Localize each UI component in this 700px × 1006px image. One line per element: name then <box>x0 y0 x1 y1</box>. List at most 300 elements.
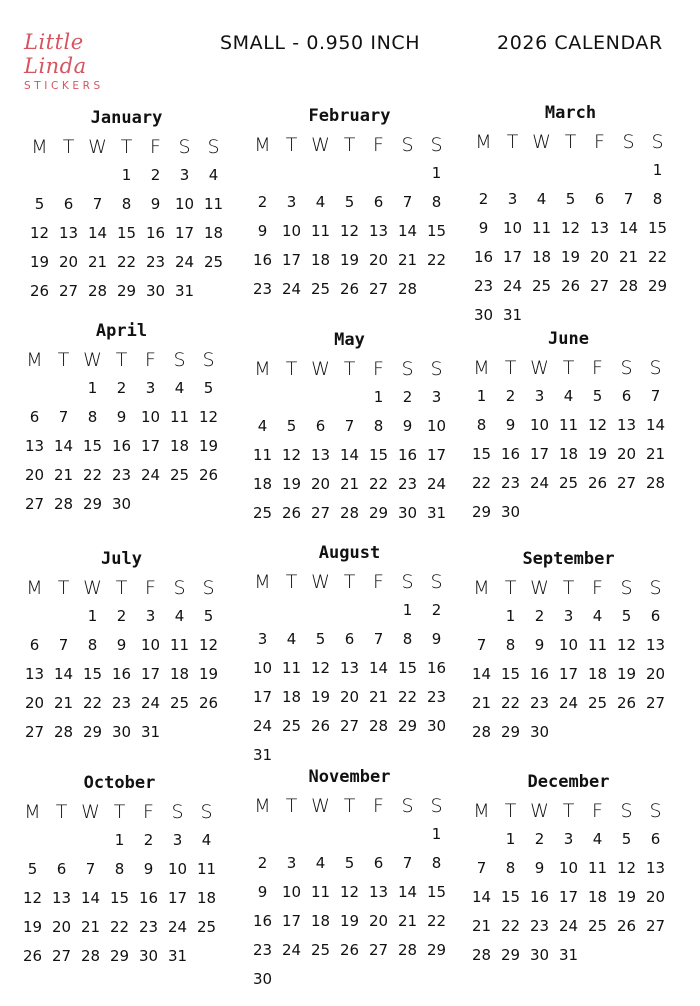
day-cell: 30 <box>473 306 494 324</box>
day-cell: 25 <box>281 717 302 735</box>
day-cell: 15 <box>82 437 103 455</box>
day-cell: 25 <box>169 466 190 484</box>
day-cell: 5 <box>203 379 214 397</box>
day-cell: 29 <box>647 277 668 295</box>
day-cell: 21 <box>645 445 666 463</box>
weekday-label: T <box>562 577 575 599</box>
day-cell: 2 <box>116 379 127 397</box>
day-cell: 12 <box>29 224 50 242</box>
day-cell: 2 <box>505 387 516 405</box>
day-cell: 28 <box>397 941 418 959</box>
day-cell: 7 <box>58 636 69 654</box>
day-cell: 3 <box>534 387 545 405</box>
day-cell: 30 <box>145 282 166 300</box>
day-cell: 26 <box>22 947 43 965</box>
weekday-label: T <box>564 131 577 153</box>
day-cell: 15 <box>500 888 521 906</box>
day-cell: 9 <box>116 408 127 426</box>
day-cell: 27 <box>24 495 45 513</box>
day-cell: 29 <box>109 947 130 965</box>
weekday-label: S <box>622 131 635 153</box>
day-cell: 11 <box>196 860 217 878</box>
weekday-label: T <box>285 358 298 380</box>
weekday-label: S <box>430 358 443 380</box>
day-cell: 15 <box>397 659 418 677</box>
weekday-label: F <box>594 131 605 153</box>
day-cell: 25 <box>558 474 579 492</box>
day-cell: 15 <box>471 445 492 463</box>
day-cell: 17 <box>502 248 523 266</box>
day-cell: 18 <box>587 665 608 683</box>
day-cell: 27 <box>616 474 637 492</box>
day-cell: 21 <box>471 917 492 935</box>
weekday-label: F <box>145 349 156 371</box>
day-cell: 12 <box>281 446 302 464</box>
day-cell: 24 <box>558 694 579 712</box>
day-cell: 11 <box>587 859 608 877</box>
day-cell: 21 <box>471 694 492 712</box>
weekday-label: W <box>530 800 549 822</box>
day-cell: 16 <box>397 446 418 464</box>
day-cell: 5 <box>286 417 297 435</box>
day-cell: 6 <box>650 830 661 848</box>
day-cell: 6 <box>29 408 40 426</box>
weekday-label: S <box>649 357 662 379</box>
weekday-label: T <box>343 795 356 817</box>
weekday-label: F <box>592 577 603 599</box>
day-cell: 16 <box>500 445 521 463</box>
day-cell: 13 <box>24 665 45 683</box>
day-cell: 31 <box>140 723 161 741</box>
day-cell: 23 <box>529 694 550 712</box>
day-cell: 1 <box>476 387 487 405</box>
day-cell: 10 <box>529 416 550 434</box>
month-title: June <box>548 329 589 349</box>
day-cell: 26 <box>560 277 581 295</box>
day-cell: 26 <box>339 280 360 298</box>
day-cell: 8 <box>476 416 487 434</box>
month-title: August <box>318 543 381 563</box>
day-cell: 18 <box>252 475 273 493</box>
day-cell: 14 <box>87 224 108 242</box>
month-title: July <box>101 549 142 569</box>
day-cell: 26 <box>198 694 219 712</box>
weekday-label: M <box>24 801 41 823</box>
day-cell: 26 <box>587 474 608 492</box>
day-cell: 14 <box>80 889 101 907</box>
day-cell: 6 <box>315 417 326 435</box>
day-cell: 26 <box>616 917 637 935</box>
day-cell: 21 <box>618 248 639 266</box>
day-cell: 14 <box>53 437 74 455</box>
weekday-label: S <box>202 577 215 599</box>
day-cell: 12 <box>339 222 360 240</box>
day-cell: 13 <box>58 224 79 242</box>
day-cell: 5 <box>565 190 576 208</box>
day-cell: 27 <box>310 504 331 522</box>
weekday-label: M <box>26 577 43 599</box>
day-cell: 24 <box>426 475 447 493</box>
day-cell: 15 <box>426 883 447 901</box>
day-cell: 27 <box>339 717 360 735</box>
day-cell: 13 <box>368 222 389 240</box>
day-cell: 30 <box>529 723 550 741</box>
day-cell: 16 <box>252 912 273 930</box>
day-cell: 22 <box>397 688 418 706</box>
day-cell: 17 <box>558 888 579 906</box>
day-cell: 4 <box>208 166 219 184</box>
day-cell: 4 <box>174 607 185 625</box>
day-cell: 27 <box>368 280 389 298</box>
weekday-label: M <box>254 571 271 593</box>
weekday-label: M <box>473 577 490 599</box>
day-cell: 19 <box>198 437 219 455</box>
day-cell: 25 <box>310 280 331 298</box>
day-cell: 12 <box>616 636 637 654</box>
day-cell: 4 <box>174 379 185 397</box>
day-cell: 3 <box>179 166 190 184</box>
day-cell: 1 <box>87 607 98 625</box>
day-cell: 11 <box>587 636 608 654</box>
day-cell: 24 <box>558 917 579 935</box>
day-cell: 14 <box>339 446 360 464</box>
day-cell: 22 <box>471 474 492 492</box>
day-cell: 13 <box>589 219 610 237</box>
day-cell: 3 <box>257 630 268 648</box>
day-cell: 30 <box>500 503 521 521</box>
day-cell: 20 <box>310 475 331 493</box>
day-cell: 28 <box>53 723 74 741</box>
day-cell: 18 <box>196 889 217 907</box>
day-cell: 9 <box>402 417 413 435</box>
brand-logo-script: Little Linda <box>24 30 87 78</box>
weekday-label: T <box>562 357 575 379</box>
weekday-label: S <box>202 349 215 371</box>
day-cell: 22 <box>368 475 389 493</box>
weekday-label: T <box>562 800 575 822</box>
day-cell: 2 <box>431 601 442 619</box>
day-cell: 26 <box>281 504 302 522</box>
weekday-label: F <box>373 795 384 817</box>
day-cell: 8 <box>431 854 442 872</box>
day-cell: 10 <box>558 636 579 654</box>
weekday-label: S <box>173 349 186 371</box>
day-cell: 9 <box>257 222 268 240</box>
day-cell: 7 <box>476 859 487 877</box>
weekday-label: F <box>373 571 384 593</box>
day-cell: 14 <box>471 665 492 683</box>
day-cell: 28 <box>80 947 101 965</box>
weekday-label: T <box>504 800 517 822</box>
day-cell: 28 <box>471 723 492 741</box>
month-title: October <box>83 773 156 793</box>
day-cell: 2 <box>257 193 268 211</box>
day-cell: 17 <box>140 665 161 683</box>
weekday-label: T <box>285 795 298 817</box>
day-cell: 5 <box>621 830 632 848</box>
weekday-label: S <box>620 357 633 379</box>
day-cell: 23 <box>426 688 447 706</box>
month-title: January <box>90 108 163 128</box>
weekday-label: S <box>207 136 220 158</box>
weekday-label: W <box>311 571 330 593</box>
day-cell: 17 <box>426 446 447 464</box>
day-cell: 2 <box>534 830 545 848</box>
day-cell: 18 <box>531 248 552 266</box>
weekday-label: T <box>113 801 126 823</box>
day-cell: 1 <box>652 161 663 179</box>
day-cell: 22 <box>109 918 130 936</box>
day-cell: 19 <box>339 912 360 930</box>
day-cell: 23 <box>500 474 521 492</box>
weekday-label: T <box>504 357 517 379</box>
weekday-label: M <box>254 795 271 817</box>
day-cell: 19 <box>339 251 360 269</box>
day-cell: 4 <box>257 417 268 435</box>
day-cell: 1 <box>114 831 125 849</box>
day-cell: 9 <box>257 883 268 901</box>
day-cell: 1 <box>431 164 442 182</box>
weekday-label: M <box>475 131 492 153</box>
day-cell: 16 <box>111 437 132 455</box>
day-cell: 1 <box>505 830 516 848</box>
day-cell: 7 <box>92 195 103 213</box>
day-cell: 25 <box>169 694 190 712</box>
day-cell: 24 <box>167 918 188 936</box>
day-cell: 25 <box>531 277 552 295</box>
day-cell: 24 <box>502 277 523 295</box>
day-cell: 8 <box>402 630 413 648</box>
day-cell: 4 <box>315 193 326 211</box>
month-title: December <box>527 772 610 792</box>
weekday-label: F <box>373 134 384 156</box>
day-cell: 6 <box>621 387 632 405</box>
weekday-label: S <box>401 134 414 156</box>
brand-logo <box>24 30 134 92</box>
day-cell: 10 <box>140 636 161 654</box>
day-cell: 19 <box>560 248 581 266</box>
day-cell: 2 <box>116 607 127 625</box>
day-cell: 21 <box>53 694 74 712</box>
day-cell: 7 <box>402 854 413 872</box>
day-cell: 9 <box>116 636 127 654</box>
day-cell: 13 <box>310 446 331 464</box>
day-cell: 26 <box>616 694 637 712</box>
day-cell: 9 <box>143 860 154 878</box>
day-cell: 4 <box>286 630 297 648</box>
day-cell: 24 <box>281 941 302 959</box>
day-cell: 15 <box>368 446 389 464</box>
day-cell: 11 <box>169 408 190 426</box>
day-cell: 10 <box>502 219 523 237</box>
day-cell: 6 <box>29 636 40 654</box>
day-cell: 2 <box>150 166 161 184</box>
day-cell: 2 <box>478 190 489 208</box>
day-cell: 12 <box>310 659 331 677</box>
day-cell: 3 <box>172 831 183 849</box>
day-cell: 28 <box>53 495 74 513</box>
day-cell: 17 <box>140 437 161 455</box>
day-cell: 18 <box>281 688 302 706</box>
day-cell: 8 <box>373 417 384 435</box>
day-cell: 22 <box>647 248 668 266</box>
day-cell: 12 <box>616 859 637 877</box>
weekday-label: M <box>26 349 43 371</box>
day-cell: 1 <box>402 601 413 619</box>
day-cell: 2 <box>534 607 545 625</box>
day-cell: 20 <box>368 251 389 269</box>
day-cell: 13 <box>51 889 72 907</box>
day-cell: 10 <box>252 659 273 677</box>
day-cell: 16 <box>252 251 273 269</box>
day-cell: 3 <box>286 193 297 211</box>
weekday-label: S <box>401 571 414 593</box>
day-cell: 27 <box>51 947 72 965</box>
day-cell: 17 <box>281 912 302 930</box>
day-cell: 24 <box>281 280 302 298</box>
weekday-label: F <box>373 358 384 380</box>
day-cell: 4 <box>201 831 212 849</box>
day-cell: 23 <box>111 466 132 484</box>
weekday-label: T <box>504 577 517 599</box>
weekday-label: T <box>115 577 128 599</box>
weekday-label: W <box>530 577 549 599</box>
weekday-label: S <box>430 795 443 817</box>
day-cell: 16 <box>529 888 550 906</box>
day-cell: 15 <box>647 219 668 237</box>
day-cell: 3 <box>145 607 156 625</box>
day-cell: 9 <box>431 630 442 648</box>
day-cell: 14 <box>618 219 639 237</box>
day-cell: 4 <box>536 190 547 208</box>
weekday-label: T <box>285 134 298 156</box>
month-title: September <box>522 549 615 569</box>
day-cell: 28 <box>368 717 389 735</box>
day-cell: 5 <box>315 630 326 648</box>
day-cell: 5 <box>592 387 603 405</box>
day-cell: 23 <box>397 475 418 493</box>
weekday-label: T <box>57 577 70 599</box>
weekday-label: W <box>88 136 107 158</box>
day-cell: 11 <box>531 219 552 237</box>
day-cell: 17 <box>529 445 550 463</box>
weekday-label: S <box>401 795 414 817</box>
day-cell: 15 <box>109 889 130 907</box>
day-cell: 12 <box>198 408 219 426</box>
day-cell: 16 <box>529 665 550 683</box>
day-cell: 30 <box>138 947 159 965</box>
weekday-label: S <box>651 131 664 153</box>
day-cell: 3 <box>507 190 518 208</box>
weekday-label: M <box>473 800 490 822</box>
day-cell: 16 <box>426 659 447 677</box>
day-cell: 21 <box>339 475 360 493</box>
weekday-label: T <box>343 134 356 156</box>
day-cell: 29 <box>368 504 389 522</box>
weekday-label: W <box>81 801 100 823</box>
day-cell: 7 <box>402 193 413 211</box>
weekday-label: W <box>83 349 102 371</box>
day-cell: 24 <box>140 694 161 712</box>
weekday-label: F <box>592 800 603 822</box>
day-cell: 19 <box>310 688 331 706</box>
day-cell: 28 <box>87 282 108 300</box>
weekday-label: M <box>31 136 48 158</box>
day-cell: 18 <box>587 888 608 906</box>
day-cell: 2 <box>257 854 268 872</box>
day-cell: 29 <box>426 941 447 959</box>
month-title: March <box>544 103 597 123</box>
weekday-label: S <box>178 136 191 158</box>
day-cell: 18 <box>169 437 190 455</box>
day-cell: 8 <box>505 859 516 877</box>
day-cell: 29 <box>500 946 521 964</box>
day-cell: 16 <box>138 889 159 907</box>
day-cell: 22 <box>82 466 103 484</box>
day-cell: 5 <box>203 607 214 625</box>
day-cell: 28 <box>471 946 492 964</box>
day-cell: 22 <box>426 912 447 930</box>
day-cell: 31 <box>558 946 579 964</box>
day-cell: 30 <box>252 970 273 988</box>
day-cell: 30 <box>426 717 447 735</box>
day-cell: 15 <box>426 222 447 240</box>
weekday-label: W <box>311 358 330 380</box>
day-cell: 9 <box>534 859 545 877</box>
day-cell: 17 <box>252 688 273 706</box>
weekday-label: W <box>83 577 102 599</box>
day-cell: 23 <box>138 918 159 936</box>
day-cell: 8 <box>87 636 98 654</box>
day-cell: 19 <box>616 665 637 683</box>
day-cell: 30 <box>111 495 132 513</box>
day-cell: 25 <box>203 253 224 271</box>
day-cell: 11 <box>558 416 579 434</box>
day-cell: 18 <box>169 665 190 683</box>
day-cell: 11 <box>169 636 190 654</box>
day-cell: 21 <box>87 253 108 271</box>
day-cell: 11 <box>252 446 273 464</box>
weekday-label: W <box>532 131 551 153</box>
day-cell: 10 <box>281 222 302 240</box>
day-cell: 29 <box>116 282 137 300</box>
day-cell: 16 <box>145 224 166 242</box>
day-cell: 27 <box>589 277 610 295</box>
day-cell: 31 <box>174 282 195 300</box>
day-cell: 21 <box>80 918 101 936</box>
weekday-label: T <box>343 571 356 593</box>
day-cell: 4 <box>315 854 326 872</box>
day-cell: 12 <box>22 889 43 907</box>
weekday-label: S <box>200 801 213 823</box>
day-cell: 5 <box>344 854 355 872</box>
weekday-label: T <box>55 801 68 823</box>
day-cell: 31 <box>252 746 273 764</box>
day-cell: 1 <box>431 825 442 843</box>
day-cell: 30 <box>529 946 550 964</box>
weekday-label: W <box>311 795 330 817</box>
day-cell: 23 <box>111 694 132 712</box>
weekday-label: F <box>145 577 156 599</box>
month-title: February <box>308 106 391 126</box>
day-cell: 26 <box>29 282 50 300</box>
day-cell: 10 <box>167 860 188 878</box>
day-cell: 14 <box>368 659 389 677</box>
day-cell: 19 <box>281 475 302 493</box>
day-cell: 5 <box>34 195 45 213</box>
day-cell: 5 <box>27 860 38 878</box>
day-cell: 9 <box>534 636 545 654</box>
